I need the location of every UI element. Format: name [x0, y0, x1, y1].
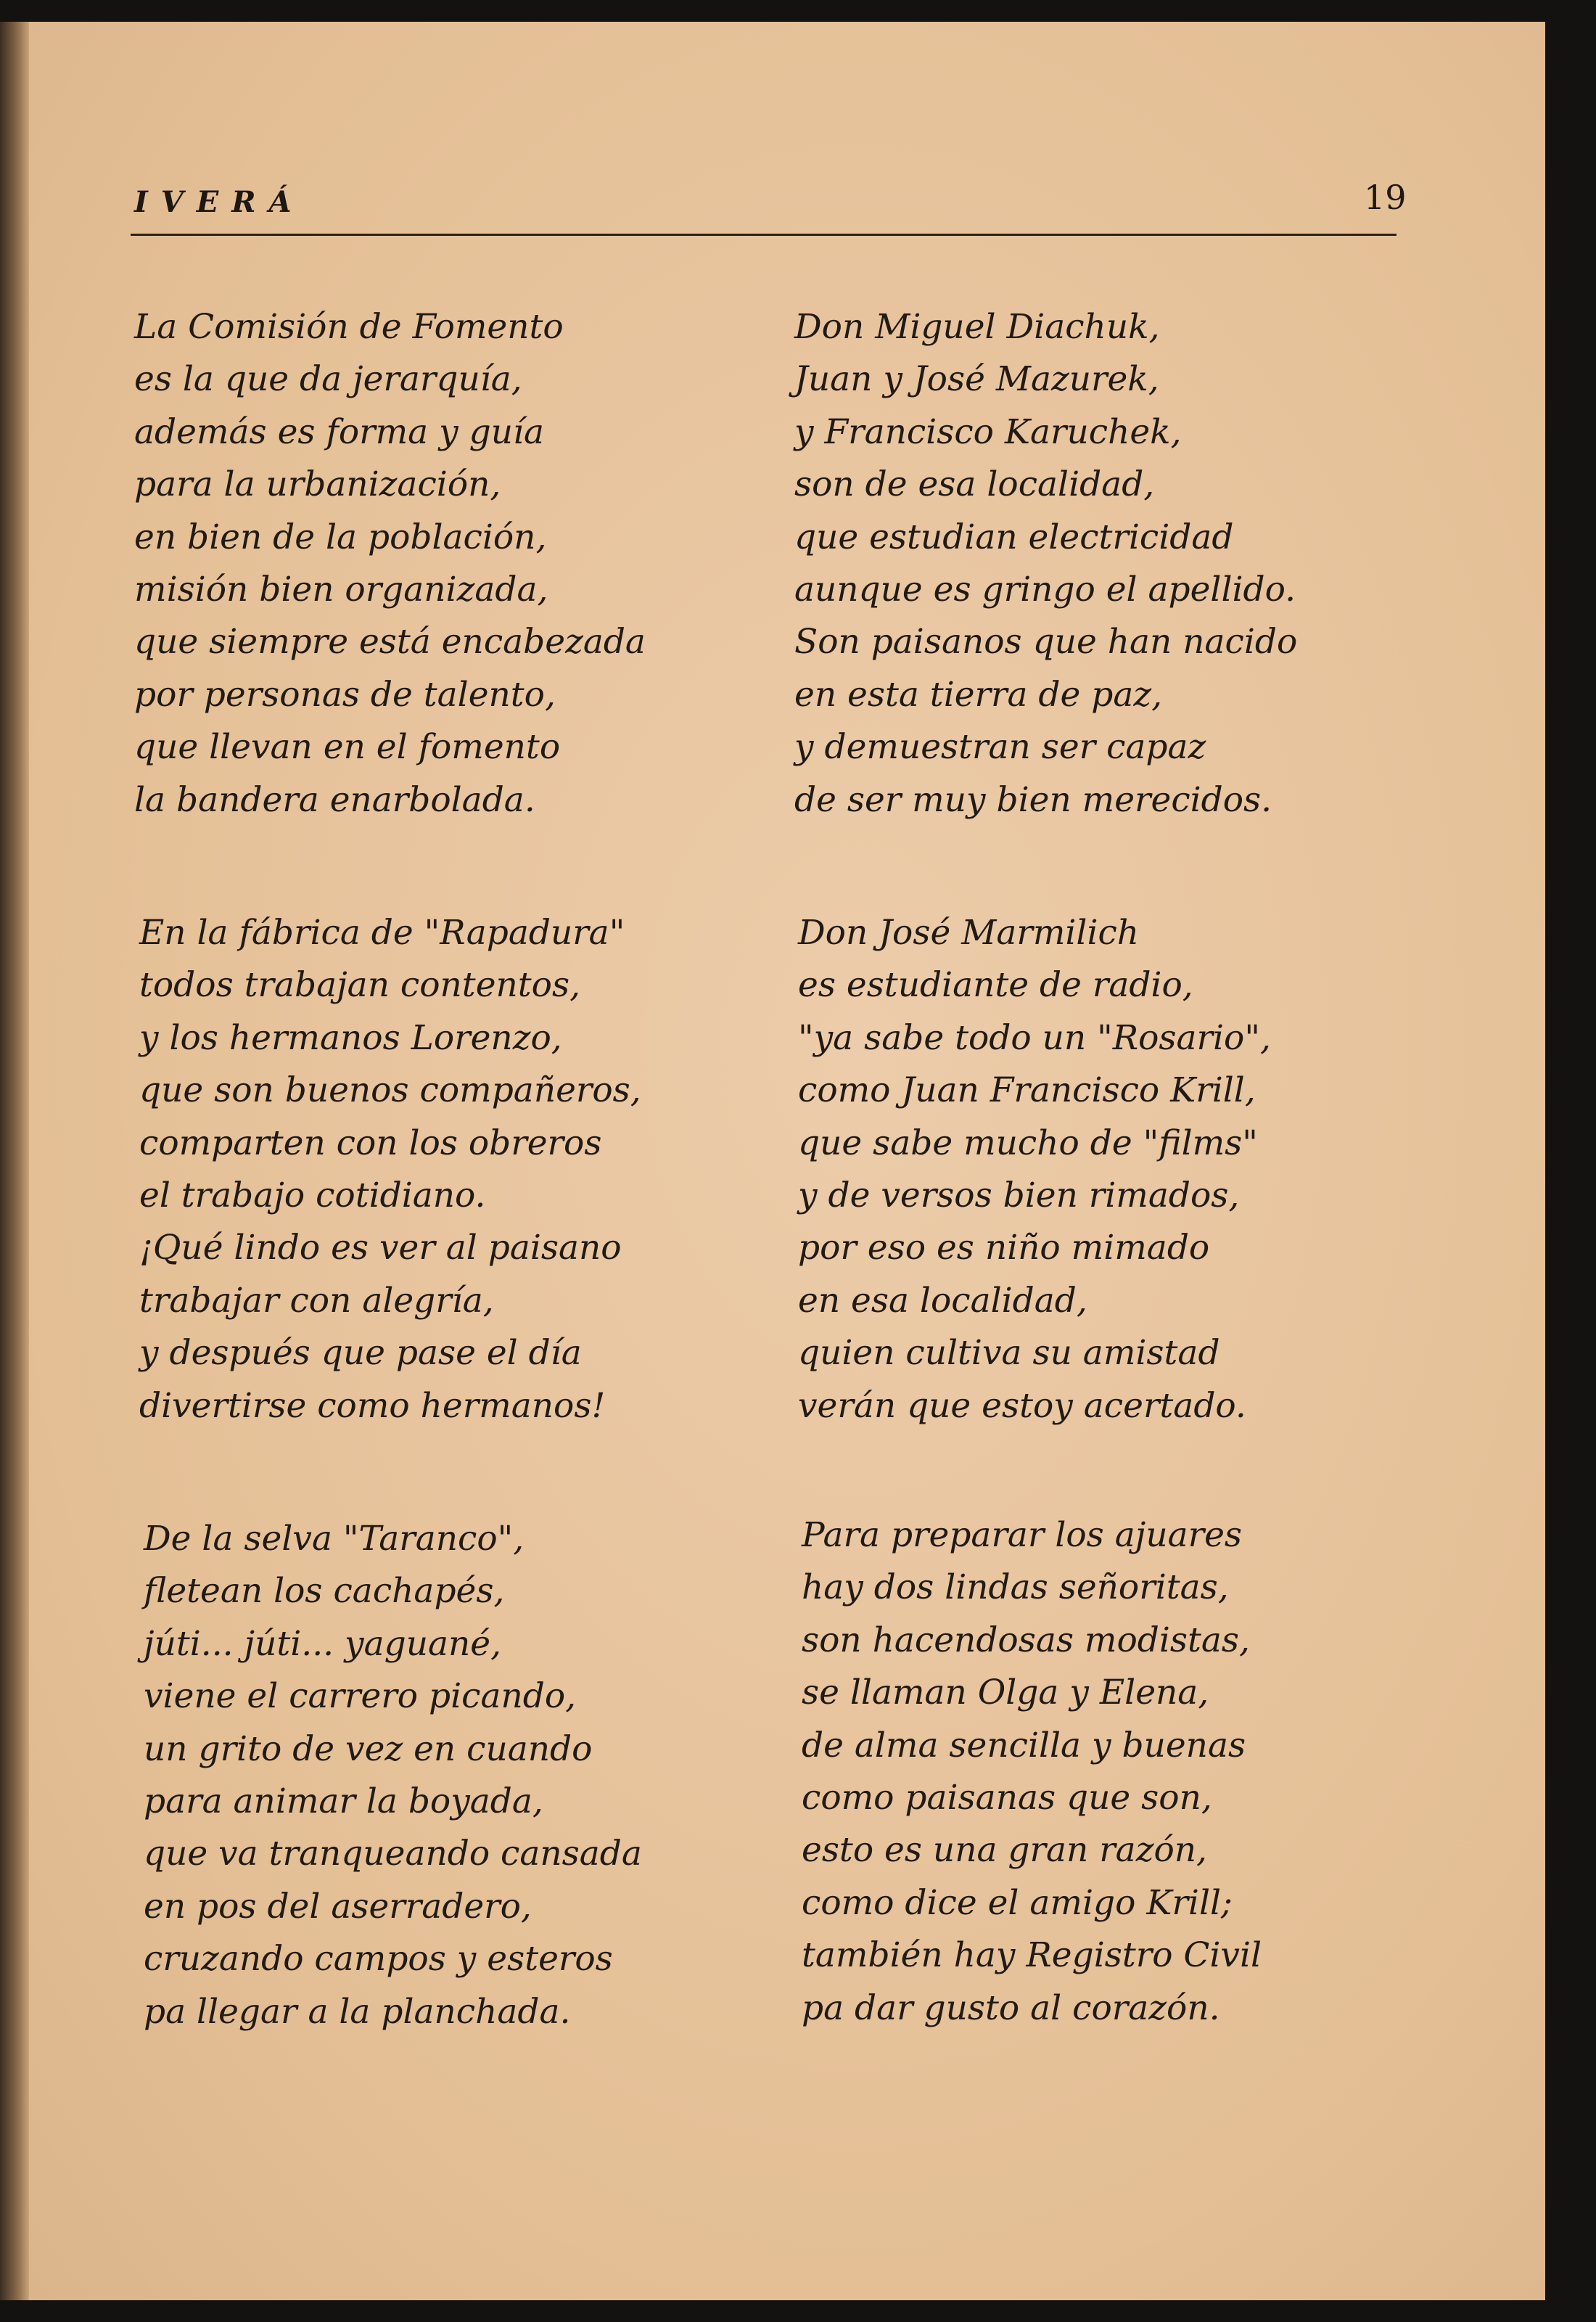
verse-line: júti... júti... yaguané,: [144, 1623, 502, 1664]
verse-line: como Juan Francisco Krill,: [798, 1070, 1256, 1111]
verse-line: comparten con los obreros: [139, 1123, 602, 1163]
stanza: [144, 1513, 642, 2038]
verse-line: divertirse como hermanos!: [139, 1385, 606, 1426]
verse-line: son hacendosas modistas,: [802, 1620, 1250, 1660]
verse-line: quien cultiva su amistad: [798, 1333, 1220, 1374]
verse-line: y demuestran ser capaz: [794, 727, 1206, 768]
verse-line: Juan y José Mazurek,: [794, 359, 1159, 400]
book-spine: [0, 22, 29, 2300]
verse-line: verán que estoy acertado.: [798, 1385, 1246, 1426]
verse-line: además es forma y guía: [134, 411, 545, 452]
verse-line: misión bien organizada,: [134, 569, 548, 610]
verse-line: es la que da jerarquía,: [134, 359, 522, 400]
verse-line: todos trabajan contentos,: [139, 965, 581, 1006]
verse-line: como paisanas que son,: [802, 1777, 1212, 1818]
verse-line: Don José Marmilich: [798, 913, 1140, 953]
verse-line: Don Miguel Diachuk,: [794, 307, 1160, 347]
verse-line: un grito de vez en cuando: [144, 1728, 593, 1769]
stanza: [139, 907, 641, 1432]
verse-line: que sabe mucho de "films": [798, 1123, 1258, 1163]
verse-line: en pos del aserradero,: [144, 1886, 532, 1927]
verse-line: viene el carrero picando,: [144, 1676, 577, 1717]
verse-line: de alma sencilla y buenas: [802, 1725, 1246, 1765]
verse-line: en bien de la población,: [134, 517, 547, 557]
verse-line: el trabajo cotidiano.: [139, 1175, 486, 1215]
verse-line: y Francisco Karuchek,: [794, 411, 1182, 452]
verse-line: por eso es niño mimado: [798, 1228, 1210, 1268]
verse-line: es estudiante de radio,: [798, 965, 1193, 1006]
verse-line: En la fábrica de "Rapadura": [139, 913, 625, 953]
verse-line: que va tranqueando cansada: [144, 1834, 642, 1874]
running-header: IVERÁ: [134, 185, 305, 219]
verse-line: Para preparar los ajuares: [802, 1515, 1243, 1555]
stanza: [802, 1509, 1262, 2035]
stanza: [134, 301, 646, 826]
verse-line: la bandera enarbolada.: [134, 779, 535, 820]
verse-line: y los hermanos Lorenzo,: [139, 1017, 562, 1058]
verse-line: pa dar gusto al corazón.: [802, 1987, 1220, 2028]
verse-line: "ya sabe todo un "Rosario",: [798, 1017, 1271, 1058]
verse-line: que estudian electricidad: [794, 517, 1234, 557]
verse-line: en esta tierra de paz,: [794, 674, 1163, 715]
stanza: [798, 907, 1271, 1432]
verse-line: son de esa localidad,: [794, 464, 1155, 505]
verse-line: que son buenos compañeros,: [139, 1070, 641, 1111]
verse-line: por personas de talento,: [134, 674, 556, 715]
verse-line: esto es una gran razón,: [802, 1830, 1207, 1871]
verse-line: para la urbanización,: [134, 464, 501, 505]
verse-line: cruzando campos y esteros: [144, 1939, 613, 1980]
stanza: [794, 301, 1297, 826]
verse-line: pa llegar a la planchada.: [144, 1991, 571, 2032]
verse-line: y después que pase el día: [139, 1333, 582, 1374]
verse-line: ¡Qué lindo es ver al paisano: [139, 1228, 622, 1268]
verse-line: De la selva "Taranco",: [144, 1519, 525, 1559]
verse-line: de ser muy bien merecidos.: [794, 779, 1272, 820]
verse-line: y de versos bien rimados,: [798, 1175, 1240, 1215]
verse-line: Son paisanos que han nacido: [794, 622, 1298, 662]
verse-line: aunque es gringo el apellido.: [794, 569, 1296, 610]
page-number: 19: [1364, 178, 1407, 217]
verse-line: que llevan en el fomento: [134, 727, 561, 768]
verse-line: que siempre está encabezada: [134, 622, 646, 662]
verse-line: para animar la boyada,: [144, 1781, 543, 1821]
verse-line: hay dos lindas señoritas,: [802, 1567, 1229, 1608]
verse-line: también hay Registro Civil: [802, 1935, 1262, 1976]
verse-line: fletean los cachapés,: [144, 1571, 505, 1612]
header-rule: [131, 234, 1396, 236]
verse-line: como dice el amigo Krill;: [802, 1882, 1233, 1923]
verse-line: La Comisión de Fomento: [134, 307, 564, 347]
verse-line: trabajar con alegría,: [139, 1280, 494, 1321]
verse-line: en esa localidad,: [798, 1280, 1087, 1321]
verse-line: se llaman Olga y Elena,: [802, 1673, 1209, 1713]
